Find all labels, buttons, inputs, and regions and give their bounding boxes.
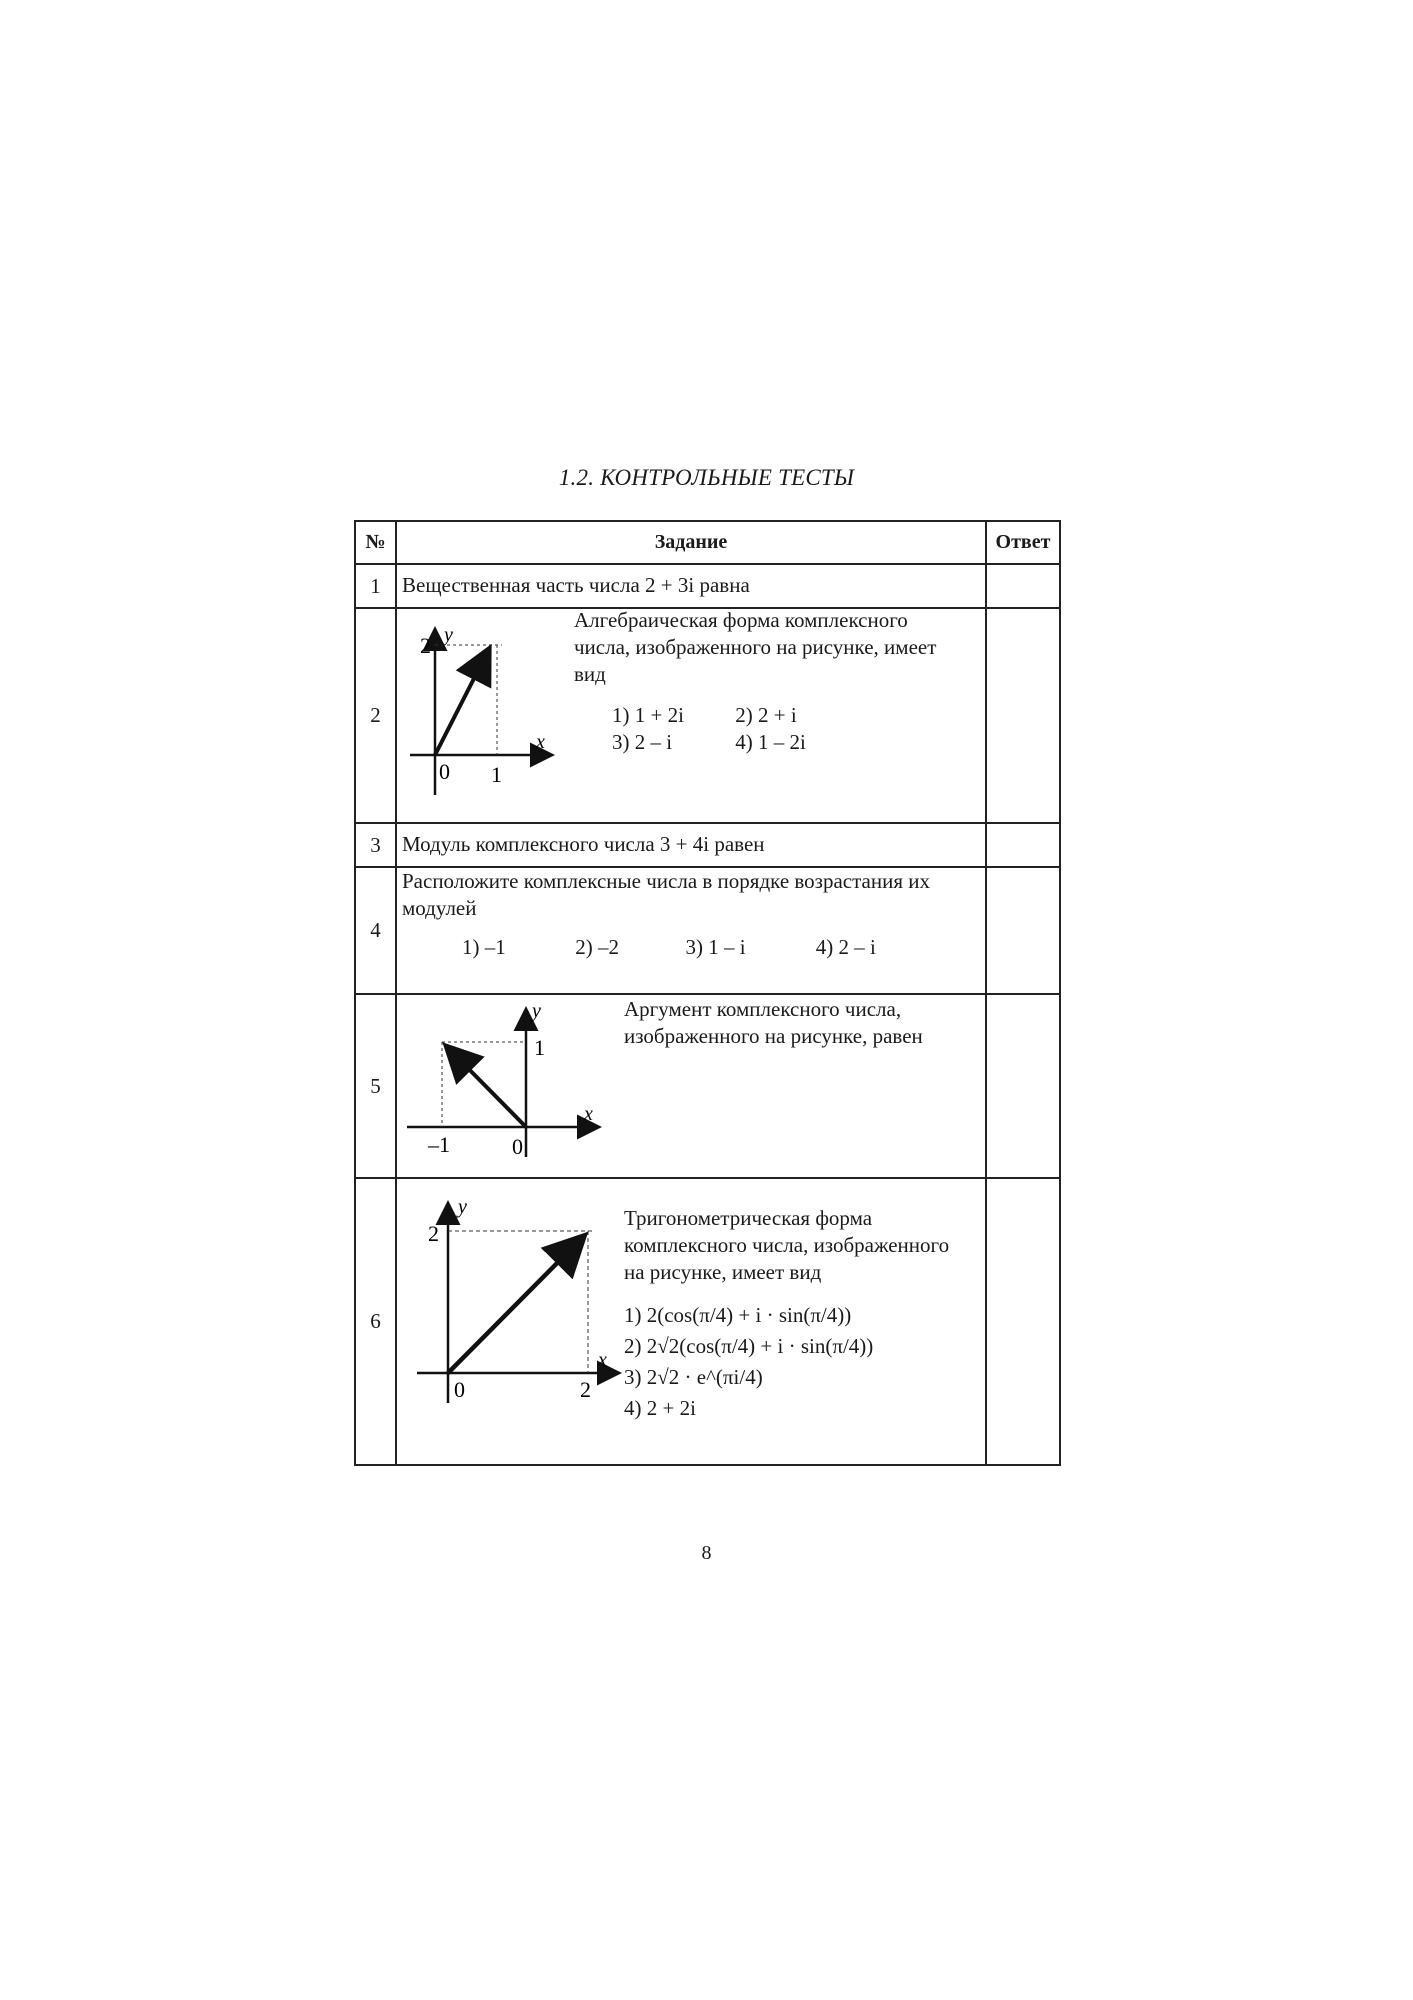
option-1: 1) 1 + 2i <box>612 703 684 727</box>
row-number: 3 <box>355 823 396 867</box>
table-row <box>355 1178 1060 1465</box>
task-text: Вещественная часть числа 2 + 3i равна <box>402 573 750 597</box>
option-2: 2) 2√2(cos(π/4) + i · sin(π/4)) <box>624 1334 874 1358</box>
y-axis-label: y <box>444 624 453 646</box>
complex-plane-figure <box>402 999 624 1169</box>
x-axis-label: x <box>598 1349 607 1371</box>
row-number: 4 <box>355 867 396 994</box>
header-answer: Ответ <box>986 521 1060 564</box>
header-num: № <box>355 521 396 564</box>
task-text: Модуль комплексного числа 3 + 4i равен <box>402 832 765 856</box>
option-4: 4) 2 + 2i <box>624 1396 696 1420</box>
option-1: 1) –1 <box>462 935 506 959</box>
answer-cell[interactable] <box>986 608 1060 823</box>
task-text: Расположите комплексные числа в порядке возрастания их модулей <box>402 869 930 920</box>
x-tick: 2 <box>580 1377 591 1402</box>
table-row <box>355 994 1060 1178</box>
section-title: 1.2. КОНТРОЛЬНЫЕ ТЕСТЫ <box>558 465 855 490</box>
x-tick: –1 <box>428 1132 450 1157</box>
option-2: 2) –2 <box>575 935 619 959</box>
y-axis-label: y <box>532 1000 541 1022</box>
row-number: 2 <box>355 608 396 823</box>
answer-cell[interactable] <box>986 867 1060 994</box>
y-tick: 2 <box>420 633 431 658</box>
vector-arrow <box>448 1238 582 1373</box>
origin-label: 0 <box>439 759 450 784</box>
task-text: Аргумент комплексного числа, изображенного на рисунке, равен <box>624 997 923 1048</box>
task-text: Алгебраическая форма комплексного числа, изображенного на рисунке, имеет вид <box>574 608 937 686</box>
x-axis-label: x <box>584 1103 593 1125</box>
complex-plane-figure <box>402 613 562 798</box>
task-cell <box>396 608 986 823</box>
x-axis-label: x <box>536 731 545 753</box>
option-3: 3) 2√2 · e^(πi/4) <box>624 1365 763 1389</box>
y-tick: 1 <box>534 1035 545 1060</box>
page-number: 8 <box>701 1542 712 1564</box>
option-3: 3) 1 – i <box>685 935 746 959</box>
table-row <box>355 564 1060 608</box>
task-cell <box>396 823 986 867</box>
task-cell <box>396 994 986 1178</box>
table-header-row <box>355 521 1060 564</box>
answer-cell[interactable] <box>986 823 1060 867</box>
vector-arrow <box>448 1048 526 1127</box>
row-number: 5 <box>355 994 396 1178</box>
table-row <box>355 867 1060 994</box>
origin-label: 0 <box>454 1377 465 1402</box>
task-text: Тригонометрическая форма комплексного числа, изображенного на рисунке, имеет вид <box>624 1206 950 1284</box>
option-4: 4) 1 – 2i <box>735 730 806 754</box>
origin-label: 0 <box>512 1134 523 1159</box>
row-number: 1 <box>355 564 396 608</box>
table-row <box>355 823 1060 867</box>
task-cell <box>396 1178 986 1465</box>
x-tick: 1 <box>491 762 502 787</box>
vector-arrow <box>435 651 488 755</box>
header-task: Задание <box>396 521 986 564</box>
answer-cell[interactable] <box>986 994 1060 1178</box>
option-4: 4) 2 – i <box>815 935 876 959</box>
option-2: 2) 2 + i <box>735 703 797 727</box>
row-number: 6 <box>355 1178 396 1465</box>
y-axis-label: y <box>458 1196 467 1218</box>
task-cell <box>396 867 986 994</box>
y-tick: 2 <box>428 1221 439 1246</box>
tests-table <box>354 520 1061 1466</box>
option-3: 3) 2 – i <box>612 730 673 754</box>
complex-plane-figure <box>402 1183 624 1423</box>
task-cell <box>396 564 986 608</box>
table-row <box>355 608 1060 823</box>
option-1: 1) 2(cos(π/4) + i · sin(π/4)) <box>624 1303 852 1327</box>
answer-cell[interactable] <box>986 1178 1060 1465</box>
answer-cell[interactable] <box>986 564 1060 608</box>
